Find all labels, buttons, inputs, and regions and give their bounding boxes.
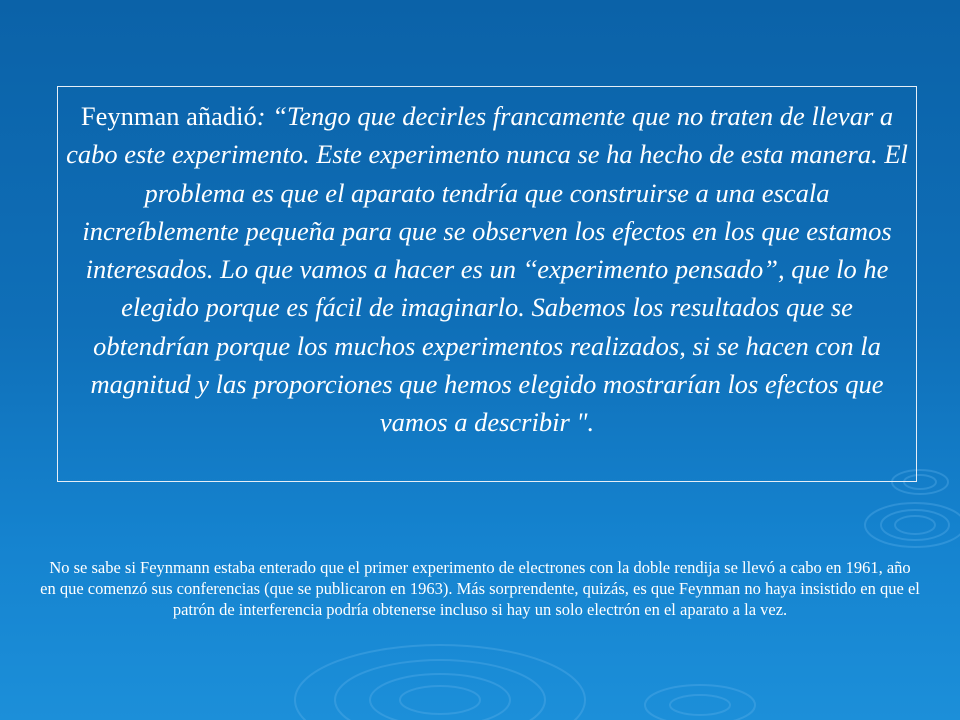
footnote-text: No se sabe si Feynmann estaba enterado que el primer experimento de electrones con la doble rendija se llevó a cabo en 1961, año en que comenzó sus conferencias (que se publicaron en 1963). Más sorprendente, quizás, es que Feynman no haya insistido en que el patrón de interferencia podría obtenerse incluso si hay un solo electrón en el aparato a la vez. <box>40 558 920 619</box>
quote-box <box>57 86 917 482</box>
quote-speaker: Feynman añadió <box>80 101 257 131</box>
quote-text: : “Tengo que decirles francamente que no traten de llevar a cabo este experimento. Este experimento nunca se ha hecho de esta manera. El problema es que el aparato tendría que construirse a una escala increíblemente pequeña para que se observen los efectos en los que estamos interesados. Lo que vamos a hacer es un ‘‘experimento pensado”, que lo he elegido porque es fácil de imaginarlo. Sabemos los resultados que se obtendrían porque los muchos experimentos realizados, si se hacen con la magnitud y las proporciones que hemos elegido mostrarían los efectos que vamos a describir ". <box>66 101 908 438</box>
